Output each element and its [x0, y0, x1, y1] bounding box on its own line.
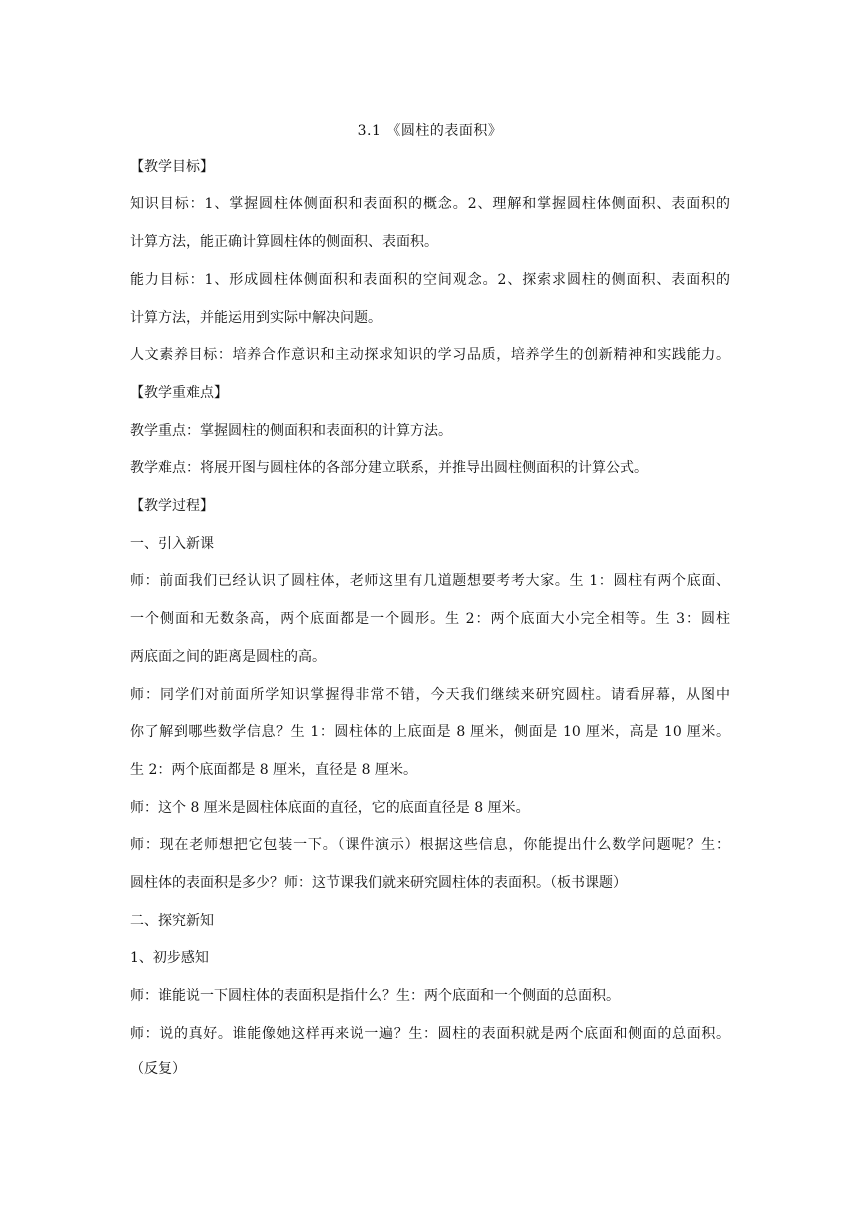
- paragraph-line: 师：说的真好。谁能像她这样再来说一遍？生：圆柱的表面积就是两个底面和侧面的总面积。: [130, 1026, 730, 1042]
- paragraph-line: 人文素养目标：培养合作意识和主动探求知识的学习品质，培养学生的创新精神和实践能力。: [130, 347, 730, 363]
- paragraph-line: 师：前面我们已经认识了圆柱体，老师这里有几道题想要考考大家。生 1：圆柱有两个底面、: [130, 573, 730, 589]
- section-heading-objectives: 【教学目标】: [130, 159, 214, 175]
- paragraph-line: 能力目标：1、形成圆柱体侧面积和表面积的空间观念。2、探索求圆柱的侧面积、表面积的: [130, 272, 730, 288]
- paragraph-line: 计算方法，并能运用到实际中解决问题。: [130, 310, 382, 326]
- paragraph-line: 教学重点：掌握圆柱的侧面积和表面积的计算方法。: [130, 423, 452, 439]
- section-heading-key-points: 【教学重难点】: [130, 385, 228, 401]
- paragraph-line: （反复）: [130, 1061, 186, 1077]
- paragraph-line: 计算方法，能正确计算圆柱体的侧面积、表面积。: [130, 234, 438, 250]
- paragraph-line: 师：现在老师想把它包装一下。（课件演示）根据这些信息，你能提出什么数学问题呢？生：: [130, 837, 730, 853]
- paragraph-line: 知识目标：1、掌握圆柱体侧面积和表面积的概念。2、理解和掌握圆柱体侧面积、表面积的: [130, 196, 730, 212]
- subsection-heading: 1、初步感知: [130, 950, 209, 966]
- paragraph-line: 师：谁能说一下圆柱体的表面积是指什么？生：两个底面和一个侧面的总面积。: [130, 988, 620, 1004]
- paragraph-line: 两底面之间的距离是圆柱的高。: [130, 649, 326, 665]
- subsection-heading: 一、引入新课: [130, 536, 214, 552]
- paragraph-line: 师：同学们对前面所学知识掌握得非常不错，今天我们继续来研究圆柱。请看屏幕，从图中: [130, 687, 730, 703]
- document-title: 3.1 《圆柱的表面积》: [357, 123, 503, 139]
- subsection-heading: 二、探究新知: [130, 913, 214, 929]
- section-heading-process: 【教学过程】: [130, 498, 214, 514]
- paragraph-line: 圆柱体的表面积是多少？师：这节课我们就来研究圆柱体的表面积。（板书课题）: [130, 875, 627, 891]
- paragraph-line: 教学难点：将展开图与圆柱体的各部分建立联系，并推导出圆柱侧面积的计算公式。: [130, 460, 648, 476]
- paragraph-line: 师：这个 8 厘米是圆柱体底面的直径，它的底面直径是 8 厘米。: [130, 800, 530, 816]
- paragraph-line: 一个侧面和无数条高，两个底面都是一个圆形。生 2：两个底面大小完全相等。生 3：圆柱: [130, 611, 730, 627]
- paragraph-line: 你了解到哪些数学信息？生 1：圆柱体的上底面是 8 厘米，侧面是 10 厘米，高是 10 厘米。: [130, 724, 730, 740]
- paragraph-line: 生 2：两个底面都是 8 厘米，直径是 8 厘米。: [130, 762, 417, 778]
